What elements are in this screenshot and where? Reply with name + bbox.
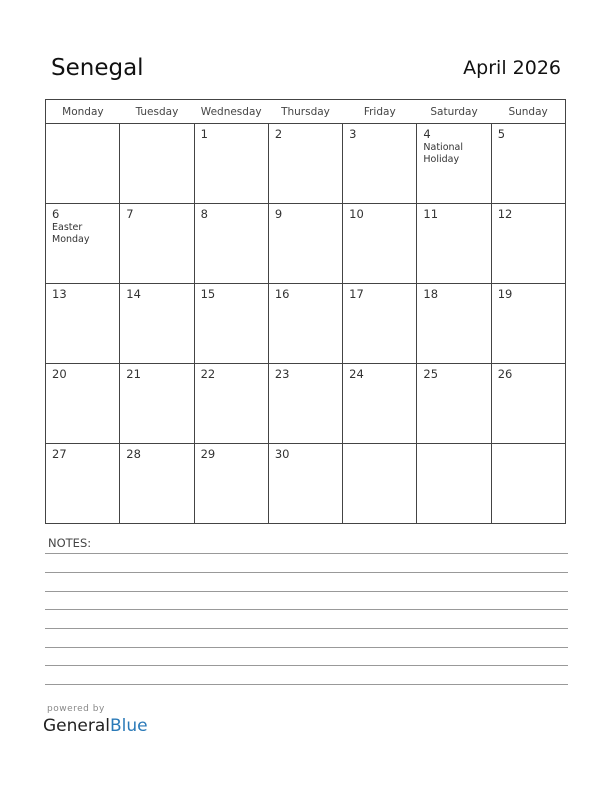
day-number: 17	[349, 287, 364, 301]
day-cell	[46, 444, 120, 524]
day-cell	[120, 124, 194, 204]
day-number: 14	[126, 287, 141, 301]
day-cell	[194, 284, 268, 364]
day-number: 11	[423, 207, 439, 221]
powered-by-text: powered by	[47, 704, 105, 714]
day-number: 26	[497, 367, 513, 381]
day-cell	[343, 444, 417, 524]
weekday-wednesday: Wednesday	[194, 100, 268, 124]
day-cell	[268, 204, 342, 284]
week-row	[46, 364, 566, 444]
day-number: 29	[200, 447, 216, 461]
day-number: 15	[200, 287, 216, 301]
note-line	[45, 665, 568, 666]
day-number: 20	[52, 367, 67, 381]
day-cell	[491, 364, 565, 444]
logo-general: General	[43, 716, 110, 736]
note-line	[45, 609, 568, 610]
day-number: 25	[423, 367, 439, 381]
note-line	[45, 553, 568, 554]
country-title: Senegal	[51, 55, 144, 81]
day-number: 27	[52, 447, 67, 461]
holiday-label: Easter Monday	[52, 222, 90, 245]
day-number: 22	[200, 367, 216, 381]
note-line	[45, 647, 568, 648]
day-cell	[268, 284, 342, 364]
day-number: 12	[497, 207, 513, 221]
weekday-saturday: Saturday	[417, 100, 491, 124]
day-cell	[491, 124, 565, 204]
day-number: 8	[200, 207, 208, 221]
day-cell	[46, 204, 120, 284]
day-number: 30	[274, 447, 290, 461]
day-cell	[46, 364, 120, 444]
note-line	[45, 684, 568, 685]
day-number: 19	[497, 287, 513, 301]
day-cell	[268, 364, 342, 444]
weekday-friday: Friday	[343, 100, 417, 124]
day-cell	[417, 284, 491, 364]
day-cell	[417, 124, 491, 204]
day-cell	[194, 204, 268, 284]
holiday-label: National Holiday	[423, 142, 463, 165]
day-number: 3	[349, 127, 357, 141]
day-number: 1	[200, 127, 208, 141]
day-cell	[343, 124, 417, 204]
day-number: 21	[126, 367, 141, 381]
day-cell	[491, 444, 565, 524]
day-cell	[491, 204, 565, 284]
day-cell	[194, 124, 268, 204]
day-cell	[491, 284, 565, 364]
day-number: 4	[423, 127, 431, 141]
month-title: April 2026	[463, 57, 561, 79]
day-cell	[343, 284, 417, 364]
day-number: 9	[274, 207, 283, 221]
week-row	[46, 284, 566, 364]
day-number: 10	[349, 207, 364, 221]
week-row	[46, 124, 566, 204]
day-cell	[194, 444, 268, 524]
day-number: 2	[274, 127, 283, 141]
day-number: 28	[126, 447, 141, 461]
day-number: 24	[349, 367, 364, 381]
day-number: 18	[423, 287, 439, 301]
day-cell	[120, 444, 194, 524]
day-number: 23	[274, 367, 290, 381]
day-cell	[343, 364, 417, 444]
day-number: 13	[52, 287, 67, 301]
week-row	[46, 444, 566, 524]
day-cell	[268, 444, 342, 524]
day-number: 7	[126, 207, 134, 221]
calendar-grid	[45, 99, 566, 524]
day-number: 5	[497, 127, 506, 141]
weekday-monday: Monday	[46, 100, 120, 124]
day-cell	[194, 364, 268, 444]
day-cell	[417, 364, 491, 444]
day-cell	[120, 204, 194, 284]
day-cell	[343, 204, 417, 284]
day-cell	[268, 124, 342, 204]
week-row	[46, 204, 566, 284]
day-cell	[46, 124, 120, 204]
weekday-thursday: Thursday	[268, 100, 342, 124]
notes-label: NOTES:	[48, 536, 92, 550]
day-cell	[46, 284, 120, 364]
weekday-tuesday: Tuesday	[120, 100, 194, 124]
note-line	[45, 572, 568, 573]
weekday-sunday: Sunday	[491, 100, 565, 124]
day-cell	[120, 284, 194, 364]
day-number: 6	[52, 207, 60, 221]
note-line	[45, 628, 568, 629]
logo-blue: Blue	[110, 716, 148, 736]
day-cell	[417, 444, 491, 524]
generalblue-logo[interactable]	[43, 716, 148, 736]
day-cell	[417, 204, 491, 284]
day-number: 16	[274, 287, 290, 301]
day-cell	[120, 364, 194, 444]
note-line	[45, 591, 568, 592]
weekday-header-row	[46, 100, 566, 124]
